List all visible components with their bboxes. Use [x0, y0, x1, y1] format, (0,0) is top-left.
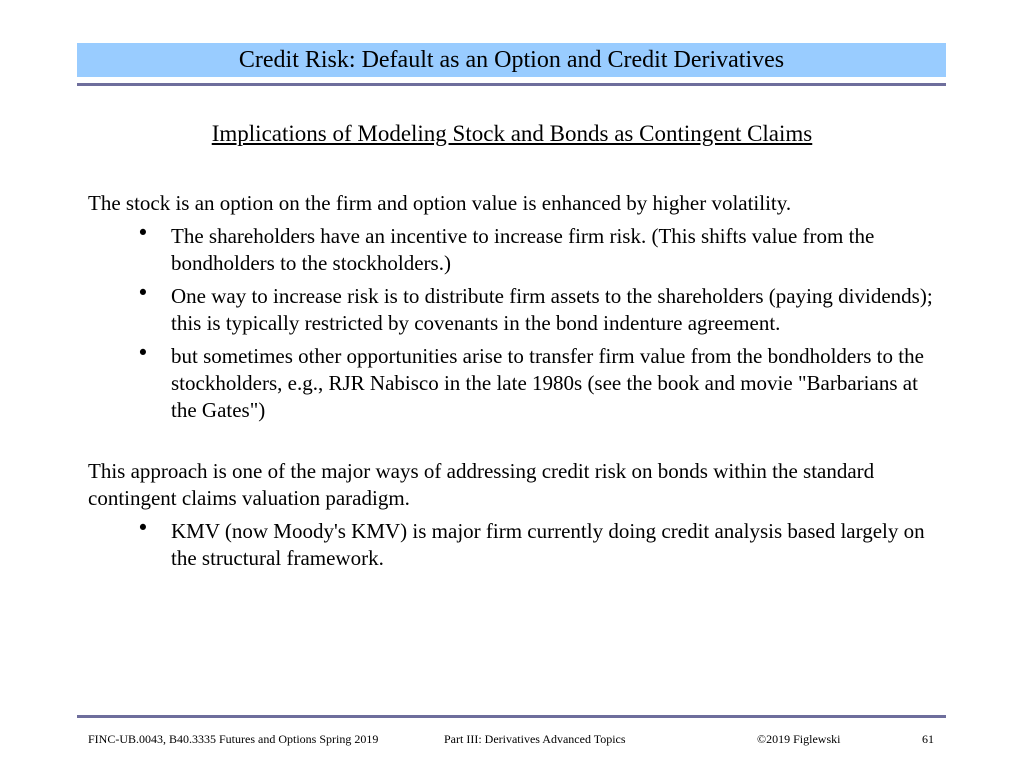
title-bar: [77, 43, 946, 77]
slide-title: Credit Risk: Default as an Option and Credit Derivatives: [238, 47, 785, 73]
bullet-item: [88, 343, 948, 424]
footer-course: FINC-UB.0043, B40.3335 Futures and Options Spring 2019: [88, 732, 379, 746]
paragraph-stock-option: [88, 190, 948, 430]
bullet-list: [88, 518, 948, 572]
paragraph-line: The stock is an option on the firm and option value is enhanced by higher volatility.: [88, 191, 792, 215]
bullet-text: but sometimes other opportunities arise to transfer firm value from the bondholders to the stockholders, e.g., RJR Nabisco in the late 1980s (see the book and movie "Barbarians at the Gates"): [171, 344, 924, 422]
bullet-text: One way to increase risk is to distribute firm assets to the shareholders (paying dividends); this is typically restricted by covenants in the bond indenture agreement.: [171, 284, 933, 335]
bullet-icon: •: [136, 516, 150, 540]
slide-subtitle: Implications of Modeling Stock and Bonds as Contingent Claims: [211, 121, 813, 146]
bullet-list: [88, 223, 948, 424]
header-divider: [77, 83, 946, 86]
paragraph-line: contingent claims valuation paradigm.: [88, 486, 410, 510]
bullet-icon: •: [136, 341, 150, 365]
footer-copyright: ©2019 Figlewski: [757, 732, 841, 746]
footer-part: Part III: Derivatives Advanced Topics: [444, 732, 626, 746]
bullet-icon: •: [136, 281, 150, 305]
bullet-text: KMV (now Moody's KMV) is major firm currently doing credit analysis based largely on the structural framework.: [171, 519, 925, 570]
bullet-icon: •: [136, 221, 150, 245]
bullet-text: The shareholders have an incentive to increase firm risk. (This shifts value from the bondholders to the stockholders.): [171, 224, 875, 275]
bullet-item: [88, 283, 948, 337]
paragraph-credit-risk-approach: [88, 458, 948, 578]
bullet-item: [88, 223, 948, 277]
footer-page-number: 61: [922, 732, 934, 746]
footer-divider: [77, 715, 946, 718]
bullet-item: [88, 518, 948, 572]
paragraph-line: This approach is one of the major ways of addressing credit risk on bonds within the standard: [88, 459, 875, 483]
